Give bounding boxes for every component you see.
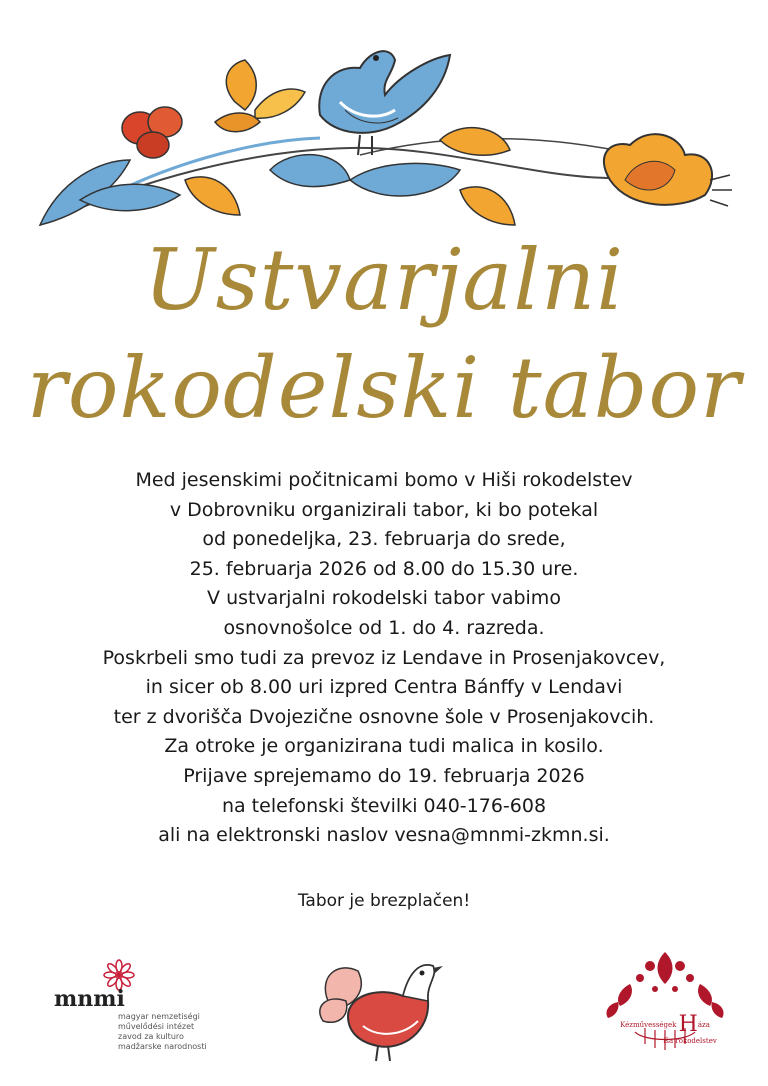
body-line: Za otroke je organizirana tudi malica in kosilo.	[164, 735, 604, 758]
title-line-2: rokodelski tabor	[26, 339, 742, 437]
body-line: V ustvarjalni rokodelski tabor vabimo	[207, 587, 561, 610]
body-line: od ponedeljka, 23. februarja do srede,	[202, 528, 566, 551]
red-flower-icon	[122, 107, 182, 158]
body-line: Prijave sprejemamo do 19. februarja 2026	[183, 764, 585, 787]
folk-ornament	[20, 30, 750, 245]
leaf-icon	[440, 128, 510, 156]
tulip-icon	[215, 60, 305, 132]
leaf-icon	[350, 163, 460, 196]
body-line: 25. februarja 2026 od 8.00 do 15.30 ure.	[189, 557, 579, 580]
body-line: v Dobrovniku organizirali tabor, ki bo potekal	[169, 498, 599, 521]
body-line: in sicer ob 8.00 uri izpred Centra Bánffy v Lendavi	[145, 676, 623, 699]
mnmi-logo	[54, 958, 244, 1058]
body-line: na telefonski številki 040-176-608	[221, 794, 547, 817]
haza-top-text: áza	[697, 1021, 710, 1029]
mnmi-subtitle	[118, 1012, 207, 1052]
body-line: osnovnošolce od 1. do 4. razreda.	[223, 616, 545, 639]
haza-bottom-text: iša rokodelstev	[663, 1037, 717, 1045]
body-line: Poskrbeli smo tudi za prevoz iz Lendave in Prosenjakovcev,	[102, 646, 666, 669]
red-bird-icon	[308, 946, 458, 1066]
leaf-icon	[460, 187, 515, 225]
haza-logo	[600, 944, 730, 1054]
body-text	[40, 466, 728, 851]
closing-note: Tabor je brezplačen!	[297, 891, 471, 911]
mnmi-sub-line: művelődési intézet	[118, 1022, 195, 1031]
haza-left-text: Kézművességek	[620, 1021, 677, 1029]
body-line: ter z dvorišča Dvojezične osnovne šole v Prosenjakovcih.	[113, 705, 655, 728]
mnmi-wordmark: mnmi	[54, 986, 125, 1012]
body-line: ali na elektronski naslov vesna@mnmi-zkmn.si.	[158, 824, 610, 847]
mnmi-sub-line: madžarske narodnosti	[118, 1042, 207, 1051]
mnmi-sub-line: magyar nemzetiségi	[118, 1012, 200, 1021]
haza-wordmark	[600, 1012, 730, 1045]
folk-vine	[40, 138, 660, 225]
folk-bird-icon	[319, 51, 450, 155]
title-line-1: Ustvarjalni	[143, 231, 625, 329]
leaf-icon	[185, 177, 240, 215]
leaf-icon	[270, 155, 350, 187]
mnmi-sub-line: zavod za kulturo	[118, 1032, 184, 1041]
tulip-icon	[604, 134, 712, 205]
body-line: Med jesenskimi počitnicami bomo v Hiši rokodelstev	[135, 469, 633, 491]
haza-initial: H	[678, 1012, 698, 1037]
